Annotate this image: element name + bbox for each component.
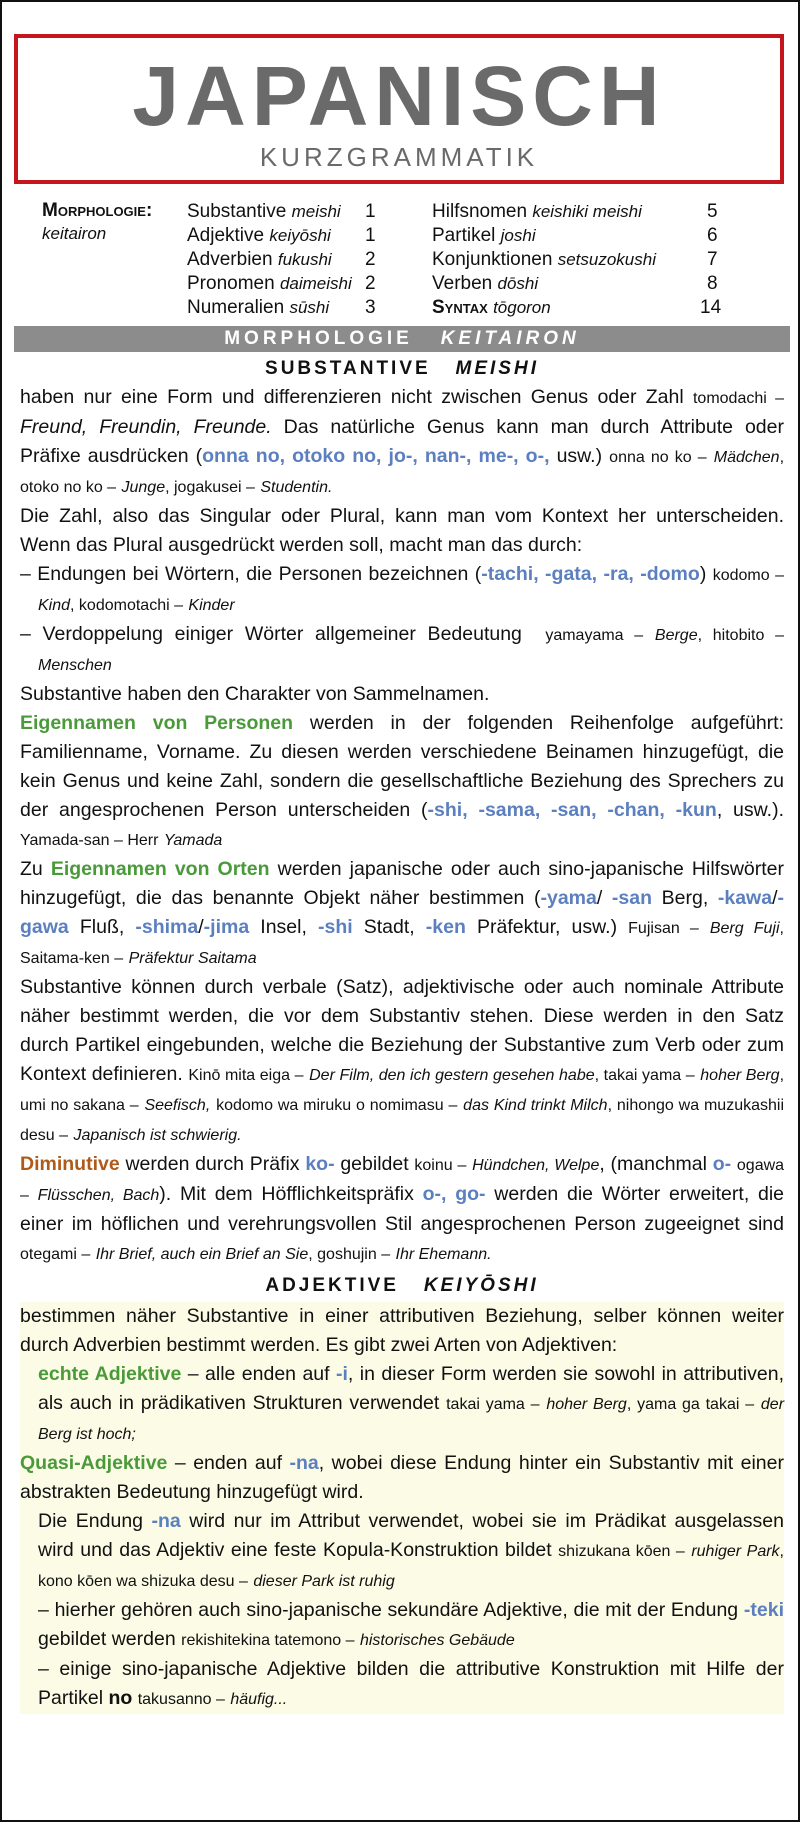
title-box bbox=[14, 34, 784, 184]
paragraph: Diminutive werden durch Präfix ko- gebildet koinu – Hündchen, Welpe, (manchmal o- ogawa – Flüsschen, Bach). Mit dem Höfflichkeitspräfix o-, go- werden die Wörter erweitert, die einer im höflichen und verehrungsvollen Stil angesprochenen Person zugeeignet sind otegami – Ihr Brief, auch ein Brief an Sie, goshujin – Ihr Ehemann. bbox=[20, 1153, 785, 1263]
toc-item[interactable]: Numeralien sūshi 3 bbox=[187, 297, 376, 318]
paragraph: haben nur eine Form und differenzieren nicht zwischen Genus oder Zahl tomodachi – Freund, Freundin, Freunde. Das natürliche Genus kann man durch Attribute oder Präfixe ausdrücken (onna no, otoko no, jo-, nan-, me-, o-, usw.) onna no ko – Mädchen, otoko no ko – Junge, jogakusei – Studentin. bbox=[20, 386, 785, 496]
adjective-section bbox=[20, 1302, 784, 1714]
toc-item[interactable]: Konjunktionen setsuzokushi 7 bbox=[432, 249, 718, 270]
toc-item[interactable]: Adverbien fukushi 2 bbox=[187, 249, 376, 270]
toc-item[interactable]: Partikel joshi 6 bbox=[432, 225, 718, 246]
toc-item[interactable]: Pronomen daimeishi 2 bbox=[187, 273, 376, 294]
toc-item[interactable]: Substantive meishi 1 bbox=[187, 201, 376, 222]
toc-item[interactable]: Hilfsnomen keishiki meishi 5 bbox=[432, 201, 718, 222]
section-heading-substantive: SUBSTANTIVE MEISHI bbox=[265, 358, 539, 379]
toc-column-1 bbox=[187, 200, 387, 320]
toc-heading-block bbox=[42, 200, 182, 244]
paragraph: Eigennamen von Personen werden in der folgenden Reihenfolge aufgeführt: Familienname, Vorname. Zu diesen werden verschiedene Beinamen hinzugefügt, die kein Genus und keine Zahl, sondern die gesellschaftliche Beziehung des Sprechers zu der angesprochenen Person unterscheiden (-shi, -sama, -san, -chan, -kun, usw.). Yamada-san – Herr Yamada bbox=[20, 712, 784, 849]
paragraph: echte Adjektive – alle enden auf -i, in dieser Form werden sie sowohl in attributiven, als auch in prädikativen Strukturen verwendet takai yama – hoher Berg, yama ga takai – der Berg ist hoch; bbox=[38, 1363, 785, 1443]
toc-item-syntax[interactable]: Syntax tōgoron 14 bbox=[432, 297, 722, 318]
paragraph: Die Endung -na wird nur im Attribut verwendet, wobei sie im Prädikat ausgelassen wird und das Adjektiv eine feste Kopula-Konstruktion bildet shizukana kōen – ruhiger Park, kono kōen wa shizuka desu – dieser Park ist ruhig bbox=[38, 1510, 784, 1590]
paragraph: – einige sino-japanische Adjektive bilden die attributive Konstruktion mit Hilfe der Partikel no takusanno – häufig... bbox=[38, 1658, 784, 1709]
paragraph: Substantive haben den Charakter von Sammelnamen. bbox=[20, 683, 490, 705]
paragraph: Die Zahl, also das Singular oder Plural, kann man vom Kontext her unterscheiden. Wenn das Plural ausgedrückt werden soll, macht man das durch: bbox=[20, 505, 784, 556]
toc-heading-sub: keitairon bbox=[42, 224, 107, 243]
list-item: – Verdoppelung einiger Wörter allgemeiner Bedeutung yamayama – Berge, hitobito – Menschen bbox=[20, 623, 785, 674]
paragraph: Zu Eigennamen von Orten werden japanische oder auch sino-japanische Hilfswörter hinzugefügt, die das benannte Objekt näher bestimmen (-yama/ -san Berg, -kawa/-gawa Fluß, -shima/-jima Insel, -shi Stadt, -ken Präfektur, usw.) Fujisan – Berg Fuji, Saitama-ken – Präfektur Saitama bbox=[20, 858, 785, 967]
paragraph: bestimmen näher Substantive in einer attributiven Beziehung, selber können weiter durch Adverbien bestimmt werden. Es gibt zwei Arten von Adjektiven: bbox=[20, 1305, 784, 1356]
paragraph: Substantive können durch verbale (Satz), adjektivische oder auch nominale Attribute näher bestimmt werden, die vor dem Substantiv stehen. Diese werden in den Satz durch Partikel eingebunden, welche die Beziehung der Substantive zum Verb oder zum Kontext definieren. Kinō mita eiga – Der Film, den ich gestern gesehen habe, takai yama – hoher Berg, umi no sakana – Seefisch, kodomo wa miruku o nomimasu – das Kind trinkt Milch, nihongo wa muzukashii desu – Japanisch ist schwierig. bbox=[20, 976, 785, 1144]
page-subtitle: KURZGRAMMATIK bbox=[259, 142, 539, 172]
toc-item[interactable]: Adjektive keiyōshi 1 bbox=[187, 225, 376, 246]
section-band: MORPHOLOGIE KEITAIRON bbox=[14, 326, 790, 352]
main-content bbox=[20, 354, 784, 1714]
toc-heading: Morphologie: bbox=[42, 200, 153, 221]
list-item: – Endungen bei Wörtern, die Personen bezeichnen (-tachi, -gata, -ra, -domo) kodomo – Kind, kodomotachi – Kinder bbox=[20, 563, 784, 614]
toc-item[interactable]: Verben dōshi 8 bbox=[432, 273, 718, 294]
page-title: JAPANISCH bbox=[132, 49, 666, 143]
paragraph: Quasi-Adjektive – enden auf -na, wobei diese Endung hinter ein Substantiv mit einer abstrakten Bedeutung hinzugefügt wird. bbox=[20, 1452, 784, 1503]
toc-column-2 bbox=[432, 200, 752, 320]
section-heading-adjektive: ADJEKTIVE KEIYŌSHI bbox=[265, 1275, 539, 1296]
paragraph: – hierher gehören auch sino-japanische sekundäre Adjektive, die mit der Endung -teki gebildet werden rekishitekina tatemono – historisches Gebäude bbox=[38, 1599, 784, 1650]
